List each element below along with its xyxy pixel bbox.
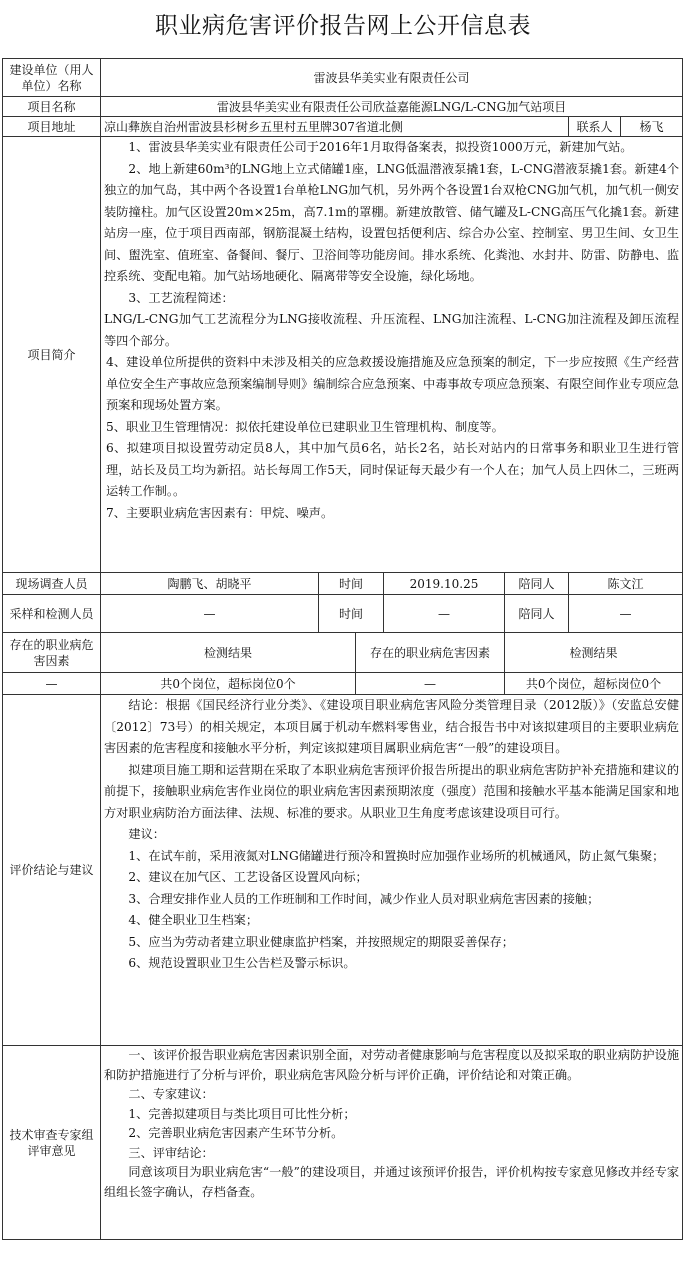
survey-accompany: 陈文江 (569, 573, 683, 595)
project-name-label: 项目名称 (3, 97, 101, 117)
hazard-label: 存在的职业病危害因素 (3, 633, 101, 673)
unit-value: 雷波县华美实业有限责任公司 (101, 59, 683, 97)
intro-label: 项目简介 (3, 137, 101, 573)
review-paragraph: 一、该评价报告职业病危害因素识别全面，对劳动者健康影响与危害程度以及拟采取的职业病防护设施和防护措施进行了分析与评价，职业病危害风险分析与评价正确，评价结论和对策正确。 (104, 1048, 680, 1082)
survey-accompany-label: 陪同人 (505, 573, 569, 595)
conclusion-paragraph: 4、健全职业卫生档案； (128, 913, 259, 927)
survey-value: 陶鹏飞、胡晓平 (101, 573, 319, 595)
conclusion-paragraph: 5、应当为劳动者建立职业健康监护档案，并按照规定的期限妥善保存； (128, 934, 514, 949)
info-table (2, 58, 682, 1240)
page-title: 职业病危害评价报告网上公开信息表 (155, 13, 531, 39)
row-sampling (3, 595, 683, 633)
row-unit (3, 59, 683, 97)
review-paragraph: 二、专家建议： (128, 1087, 214, 1101)
sampling-value: — (101, 595, 319, 633)
conclusion-paragraph: 结论：根据《国民经济行业分类》、《建设项目职业病危害风险分类管理目录（2012版）》（安监总安健〔2012〕73号）的相关规定，本项目属于机动车燃料零售业，结合报告书中对该拟建项目的主要职业病危害因素的危害程度和接触水平分析，判定该拟建项目属职业病危害“一般”的建设项目。 (104, 698, 680, 755)
review-paragraph: 同意该项目为职业病危害“一般”的建设项目，并通过该预评价报告，评价机构按专家意见修改并经专家组组长签字确认，存档备查。 (104, 1165, 680, 1199)
hazard-label-2: 存在的职业病危害因素 (356, 633, 505, 673)
hazard-value: — (3, 673, 101, 695)
contact-label: 联系人 (569, 117, 621, 137)
row-project-name (3, 97, 683, 117)
survey-time-label: 时间 (319, 573, 384, 595)
conclusion-paragraph: 1、在试车前，采用液氮对LNG储罐进行预冷和置换时应加强作业场所的机械通风，防止氮气集聚； (128, 848, 665, 863)
sampling-time-label: 时间 (319, 595, 384, 633)
intro-paragraph: 7、主要职业病危害因素有：甲烷、噪声。 (106, 505, 334, 520)
result-value-2: 共0个岗位，超标岗位0个 (505, 673, 683, 695)
contact-value: 杨飞 (621, 117, 683, 137)
address-value: 凉山彝族自治州雷波县杉树乡五里村五里牌307省道北侧 (101, 117, 569, 137)
intro-paragraph: 5、职业卫生管理情况：拟依托建设单位已建职业卫生管理机构、制度等。 (106, 419, 504, 434)
conclusion-paragraph: 2、建议在加气区、工艺设备区设置风向标； (128, 870, 368, 884)
conclusion-label: 评价结论与建议 (3, 695, 101, 1046)
sampling-time: — (384, 595, 505, 633)
intro-paragraph: LNG/L-CNG加气工艺流程分为LNG接收流程、升压流程、LNG加注流程、L-CNG加注流程及卸压流程等四个部分。 (104, 312, 680, 348)
row-conclusion (3, 695, 683, 1046)
conclusion-paragraph: 拟建项目施工期和运营期在采取了本职业病危害预评价报告所提出的职业病危害防护补充措施和建议的前提下，接触职业病危害作业岗位的职业病危害因素预期浓度（强度）范围和接触水平基本能满足国家和地方对职业病防治方面法律、法规、标准的要求。从职业卫生角度考虑该建设项目可行。 (104, 762, 680, 820)
result-value: 共0个岗位，超标岗位0个 (101, 673, 356, 695)
row-review (3, 1046, 683, 1240)
unit-label: 建设单位（用人单位）名称 (3, 59, 101, 97)
sampling-label: 采样和检测人员 (3, 595, 101, 633)
review-paragraph: 三、评审结论： (128, 1145, 214, 1160)
review-paragraph: 2、完善职业病危害因素产生环节分析。 (128, 1126, 344, 1140)
intro-paragraph: 3、工艺流程简述： (128, 290, 234, 305)
intro-paragraph: 4、建设单位所提供的资料中未涉及相关的应急救援设施措施及应急预案的制定，下一步应按照《生产经营单位安全生产事故应急预案编制导则》编制综合应急预案、中毒事故专项应急预案、有限空间作业专项应急预案和现场处置方案。 (106, 355, 680, 412)
intro-paragraph: 6、拟建项目拟设置劳动定员8人，其中加气员6名，站长2名，站长对站内的日常事务和职业卫生进行管理，站长及员工均为新招。站长每周工作5天，同时保证每天最少有一个人在；加气人员上四休二，三班两运转工作制。。 (106, 441, 680, 498)
row-intro (3, 137, 683, 573)
sampling-accompany-label: 陪同人 (505, 595, 569, 633)
row-survey (3, 573, 683, 595)
conclusion-paragraph: 6、规范设置职业卫生公告栏及警示标识。 (128, 956, 356, 970)
review-paragraph: 1、完善拟建项目与类比项目可比性分析； (128, 1106, 356, 1121)
row-hazard-header (3, 633, 683, 673)
conclusion-body (101, 695, 683, 1046)
row-hazard-values (3, 673, 683, 695)
review-label: 技术审查专家组评审意见 (3, 1046, 101, 1240)
sampling-accompany: — (569, 595, 683, 633)
address-label: 项目地址 (3, 117, 101, 137)
intro-body (101, 137, 683, 573)
conclusion-paragraph: 建议： (128, 827, 165, 841)
survey-label: 现场调查人员 (3, 573, 101, 595)
conclusion-paragraph: 3、合理安排作业人员的工作班制和工作时间，减少作业人员对职业病危害因素的接触； (128, 891, 600, 906)
row-address (3, 117, 683, 137)
review-body (101, 1046, 683, 1240)
result-label-2: 检测结果 (505, 633, 683, 673)
intro-paragraph: 1、雷波县华美实业有限责任公司于2016年1月取得备案表，拟投资1000万元，新建加气站。 (128, 140, 633, 154)
intro-paragraph: 2、地上新建60m³的LNG地上立式储罐1座，LNG低温潜液泵撬1套，L-CNG潜液泵撬1套。新建4个独立的加气岛，其中两个各设置1台单枪LNG加气机，另外两个各设置1台双枪CNG加气机，加气机一侧安装防撞柱。加气区设置20m×25m，高7.1m的罩棚。新建放散管、储气罐及L-CNG高压气化撬1套。新建站房一座，位于项目西南部，钢筋混凝土结构，设置包括便利店、综合办公室、控制室、男卫生间、女卫生间、盥洗室、值班室、备餐间、餐厅、卫浴间等功能房间。排水系统、化粪池、水封井、防雷、防静电、监控系统、变配电箱。加气站场地硬化、隔离带等安全设施，绿化场地。 (104, 161, 680, 283)
result-label: 检测结果 (101, 633, 356, 673)
hazard-value-2: — (356, 673, 505, 695)
survey-time: 2019.10.25 (384, 573, 505, 595)
project-name-value: 雷波县华美实业有限责任公司欣益嘉能源LNG/L-CNG加气站项目 (101, 97, 683, 117)
